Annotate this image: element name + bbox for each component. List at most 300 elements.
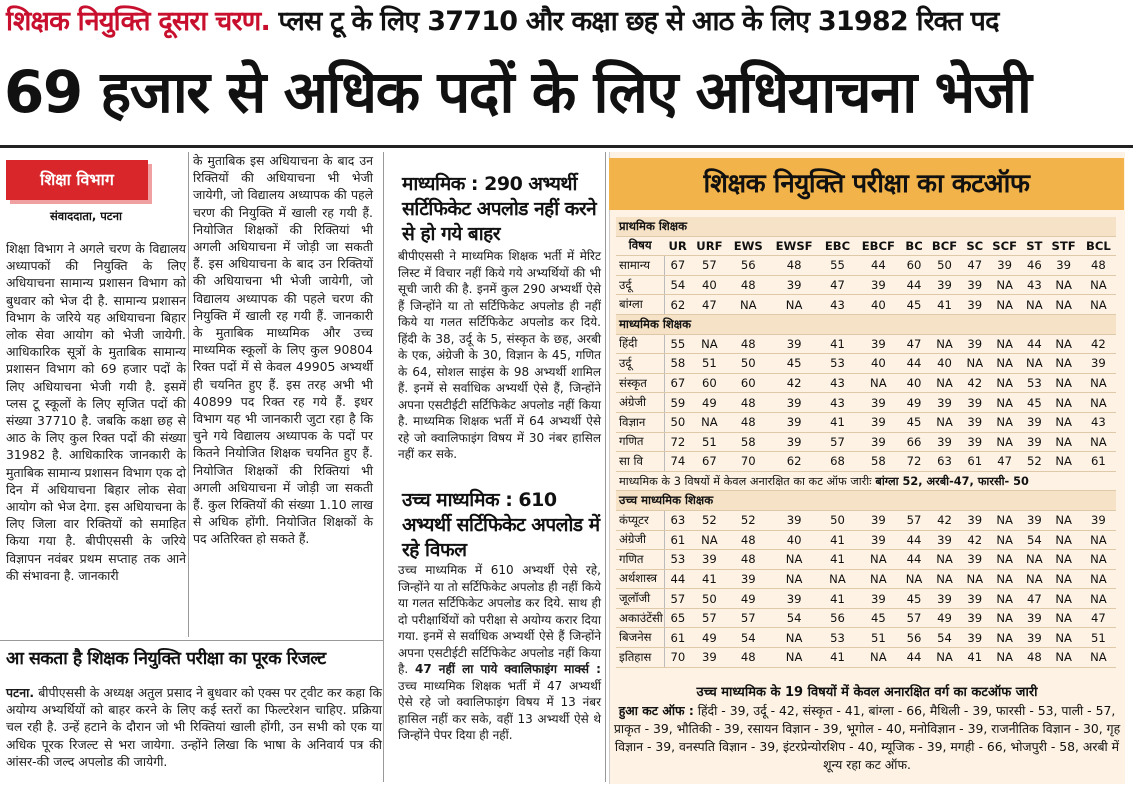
cutoff-cell: 39 (855, 393, 901, 413)
cutoff-cell: 65 (664, 608, 691, 628)
column-header: STF (1047, 236, 1081, 256)
cutoff-cell: 43 (820, 393, 856, 413)
cutoff-cell: 42 (962, 530, 987, 550)
cutoff-cell: 48 (728, 393, 769, 413)
cutoff-cell: 50 (820, 510, 856, 530)
cutoff-cell: 58 (664, 354, 691, 374)
cutoff-cell: 39 (962, 432, 987, 452)
table-row (616, 589, 1116, 609)
cutoff-cell: 48 (728, 334, 769, 354)
cutoff-cell: NA (820, 569, 856, 589)
cutoff-cell: 41 (820, 530, 856, 550)
cutoff-cell: NA (927, 334, 963, 354)
cutoff-cell: 45 (901, 295, 926, 315)
cutoff-cell: NA (1047, 510, 1081, 530)
column-header: URF (691, 236, 728, 256)
cutoff-cell: NA (728, 295, 769, 315)
subject-cell: उर्दू (616, 354, 664, 374)
cutoff-cell: 53 (664, 550, 691, 570)
cutoff-cell: NA (1081, 648, 1116, 668)
cutoff-cell: 60 (901, 256, 926, 276)
cutoff-cell: 41 (820, 648, 856, 668)
cutoff-cell: NA (1047, 295, 1081, 315)
cutoff-cell: 43 (820, 373, 856, 393)
cutoff-cell: 60 (728, 373, 769, 393)
cutoff-cell: 39 (855, 412, 901, 432)
cutoff-cell: NA (927, 550, 963, 570)
column-divider (188, 152, 189, 637)
cutoff-cell: NA (987, 393, 1022, 413)
cutoff-cell: 58 (855, 452, 901, 472)
cutoff-cell: 54 (927, 628, 963, 648)
cutoff-cell: 72 (901, 452, 926, 472)
table-row (616, 373, 1116, 393)
table-row (616, 550, 1116, 570)
kicker-red: शिक्षक नियुक्ति दूसरा चरण. (6, 6, 270, 37)
cutoff-cell: 39 (855, 275, 901, 295)
cutoff-cell: 39 (855, 589, 901, 609)
cutoff-cell: 41 (820, 334, 856, 354)
cutoff-cell: 53 (820, 354, 856, 374)
cutoff-cell: 39 (769, 510, 820, 530)
table-note (616, 471, 1116, 491)
cutoff-cell: 54 (1022, 530, 1046, 550)
cutoff-cell: NA (987, 354, 1022, 374)
cutoff-cell: 39 (769, 589, 820, 609)
cutoff-cell: 45 (1022, 393, 1046, 413)
cutoff-cell: NA (691, 412, 728, 432)
cutoff-cell: 40 (927, 354, 963, 374)
cutoff-cell: 41 (927, 295, 963, 315)
cutoff-cell: NA (987, 412, 1022, 432)
cutoff-cell: NA (1081, 275, 1116, 295)
cutoff-cell: 47 (987, 452, 1022, 472)
cutoff-cell: 44 (855, 256, 901, 276)
cutoff-cell: 40 (855, 354, 901, 374)
cutoff-cell: NA (1081, 530, 1116, 550)
cutoff-cell: 39 (691, 648, 728, 668)
subject-cell: जूलॉजी (616, 589, 664, 609)
cutoff-footer-lead: हुआ कट ऑफ : (618, 703, 694, 718)
cutoff-cell: 39 (1022, 510, 1046, 530)
cutoff-cell: 48 (728, 275, 769, 295)
cutoff-cell: NA (1081, 295, 1116, 315)
cutoff-cell: NA (987, 373, 1022, 393)
cutoff-cell: 39 (855, 432, 901, 452)
table-row (616, 354, 1116, 374)
cutoff-cell: 57 (728, 608, 769, 628)
cutoff-cell: 47 (1022, 589, 1046, 609)
table-section-row (616, 314, 1116, 334)
cutoff-cell: 57 (691, 608, 728, 628)
table-row (616, 275, 1116, 295)
qualifying-marks-lead: 47 नहीं ला पाये क्वालिफाइंग मार्क्स : (414, 662, 601, 676)
cutoff-cell: NA (1047, 412, 1081, 432)
cutoff-cell: 43 (1022, 275, 1046, 295)
cutoff-cell: 39 (1022, 412, 1046, 432)
cutoff-cell: 55 (664, 334, 691, 354)
cutoff-cell: 47 (820, 275, 856, 295)
cutoff-cell: NA (769, 648, 820, 668)
cutoff-cell: 50 (691, 589, 728, 609)
cutoff-cell: 47 (962, 256, 987, 276)
cutoff-cell: 39 (691, 550, 728, 570)
cutoff-cell: 39 (1047, 256, 1081, 276)
column-divider (383, 152, 384, 782)
cutoff-cell: 53 (820, 628, 856, 648)
table-section-row (616, 491, 1116, 511)
note-prefix: माध्यमिक के 3 विषयों में केवल अनारक्षित का कट ऑफ जारीः (619, 474, 872, 488)
cutoff-cell: 49 (691, 393, 728, 413)
cutoff-cell: 48 (728, 648, 769, 668)
cutoff-cell: NA (1047, 628, 1081, 648)
header-divider (0, 145, 1133, 148)
column-header: ST (1022, 236, 1046, 256)
cutoff-cell: 44 (901, 275, 926, 295)
cutoff-cell: 49 (927, 608, 963, 628)
cutoff-cell: NA (1047, 275, 1081, 295)
subject-cell: सामान्य (616, 256, 664, 276)
cutoff-cell: NA (987, 589, 1022, 609)
cutoff-footer-title: उच्च माध्यमिक के 19 विषयों में केवल अनारक्षित वर्ग का कटऑफ जारी (696, 685, 1038, 700)
cutoff-cell: 49 (728, 589, 769, 609)
cutoff-cell: 62 (664, 295, 691, 315)
table-row (616, 295, 1116, 315)
hs-body: उच्च माध्यमिक में 610 अभ्यर्थी ऐसे रहे, जिन्होंने या तो सर्टिफिकेट अपलोड ही नहीं किये या गलत सर्टिफिकेट अपलोड कर दिये. साथ ही दो परीक्षार्थियों को परीक्षा से अयोग्य करार दिया गया. इनमें से सर्वाधिक अभ्यर्थी ऐसे हैं जिन्होंने अपना एसटीईटी सर्टिफिकेट अपलोड नहीं किया है. (398, 563, 601, 676)
subject-cell: कंप्यूटर (616, 510, 664, 530)
cutoff-cell: 57 (664, 589, 691, 609)
cutoff-cell: 58 (728, 432, 769, 452)
table-section-label: माध्यमिक शिक्षक (616, 314, 1116, 334)
cutoff-cell: NA (1047, 530, 1081, 550)
cutoff-cell: 46 (1022, 256, 1046, 276)
higher-secondary-headline: उच्च माध्यमिक : 610 अभ्यर्थी सर्टिफिकेट अपलोड में रहे विफल (402, 489, 600, 561)
kicker-black: प्लस टू के लिए 37710 और कक्षा छह से आठ के लिए 31982 रिक्त पद (269, 6, 999, 37)
column-header: UR (664, 236, 691, 256)
cutoff-cell: 55 (820, 256, 856, 276)
cutoff-cell: 39 (1081, 510, 1116, 530)
cutoff-cell: NA (769, 295, 820, 315)
subject-cell: इतिहास (616, 648, 664, 668)
cutoff-title: शिक्षक नियुक्ति परीक्षा का कटऑफ (609, 158, 1124, 210)
table-row (616, 648, 1116, 668)
cutoff-cell: 56 (820, 608, 856, 628)
column-header: विषय (616, 236, 664, 256)
table-header-row (616, 236, 1116, 256)
subject-cell: सा वि (616, 452, 664, 472)
cutoff-cell: 44 (1022, 334, 1046, 354)
subject-cell: अर्थशास्त्र (616, 569, 664, 589)
cutoff-cell: 67 (664, 256, 691, 276)
table-row (616, 432, 1116, 452)
cutoff-cell: 48 (769, 256, 820, 276)
cutoff-cell: 39 (855, 510, 901, 530)
cutoff-cell: NA (987, 550, 1022, 570)
table-section-label: उच्च माध्यमिक शिक्षक (616, 491, 1116, 511)
cutoff-cell: 50 (728, 354, 769, 374)
secondary-article-text: बीपीएससी ने माध्यमिक शिक्षक भर्ती में मेरिट लिस्ट में विचार नहीं किये गये अभ्यर्थियों की भी सूची जारी की है. इनमें कुल 290 अभ्यर्थी ऐसे हैं जिन्होंने या तो सर्टिफिकेट अपलोड ही नहीं किये या गलत सर्टिफिकेट अपलोड कर दिये. हिंदी के 38, उर्दू के 5, संस्कृत के छह, अरबी के एक, अंग्रेजी के 30, विज्ञान के 45, गणित के 64, सोशल साइंस के 98 अभ्यर्थी शामिल हैं. इनमें से सर्वाधिक अभ्यर्थी ऐसे हैं, जिन्होंने अपना एसटीईटी सर्टिफिकेट अपलोड नहीं किया है. माध्यमिक शिक्षक भर्ती में 64 अभ्यर्थी ऐसे रहे जो क्वालिफाइंग विषय में 30 नंबर हासिल नहीं कर सके. (398, 249, 601, 461)
cutoff-cell: 48 (728, 530, 769, 550)
cutoff-cell: 39 (927, 432, 963, 452)
cutoff-cell: NA (987, 275, 1022, 295)
cutoff-cell: NA (691, 334, 728, 354)
column-header: SCF (987, 236, 1022, 256)
cutoff-cell: 39 (927, 393, 963, 413)
higher-secondary-article-text (398, 562, 601, 744)
article-column-2: के मुताबिक इस अधियाचना के बाद उन रिक्तियों की अधियाचना भी भेजी जायेगी, जो विद्यालय अध्यापक की पहले चरण की नियुक्ति में खाली रह गयी हैं. नियोजित शिक्षकों की रिक्तियां भी अगली अधियाचना में जोड़ी जा सकती हैं. इस अधियाचना के बाद उन रिक्तियों की अधियाचना भी भेजी जायेगी, जो विद्यालय अध्यापक की पहले चरण की नियुक्ति में खाली रह गयी हैं. जानकारी के मुताबिक माध्यमिक और उच्च माध्यमिक स्कूलों के लिए कुल 90804 रिक्त पदों में से केवल 49905 अभ्यर्थी ही चयनित हुए हैं. इस तरह अभी भी 40899 पद रिक्त रह गये हैं. इधर विभाग यह भी जानकारी जुटा रहा है कि चुने गये विद्यालय अध्यापक के पदों पर कितने नियोजित शिक्षक चयनित हुए हैं. नियोजित शिक्षकों की रिक्तियां भी अगली अधियाचना में जोड़ी जा सकती हैं. कुल रिक्तियों की संख्या 1.10 लाख से अधिक होंगी. नियोजित शिक्षकों के पद अतिरिक्त हो सकते हैं. (193, 153, 373, 547)
cutoff-cell: 53 (1022, 373, 1046, 393)
cutoff-cell: 39 (962, 589, 987, 609)
cutoff-cell: 41 (820, 550, 856, 570)
cutoff-cell: 70 (728, 452, 769, 472)
subject-cell: अकाउंटेंसी (616, 608, 664, 628)
cutoff-cell: NA (927, 648, 963, 668)
column-divider (605, 152, 606, 782)
cutoff-cell: NA (927, 569, 963, 589)
cutoff-cell: 57 (691, 256, 728, 276)
cutoff-cell: NA (1047, 452, 1081, 472)
table-row (616, 530, 1116, 550)
cutoff-cell: 42 (1081, 334, 1116, 354)
cutoff-cell: NA (1022, 569, 1046, 589)
cutoff-cell: 52 (691, 510, 728, 530)
cutoff-cell: 39 (1022, 432, 1046, 452)
cutoff-cell: NA (855, 373, 901, 393)
subject-cell: विज्ञान (616, 412, 664, 432)
cutoff-cell: NA (769, 569, 820, 589)
cutoff-cell: 39 (769, 393, 820, 413)
cutoff-cell: 39 (769, 412, 820, 432)
cutoff-cell: NA (855, 569, 901, 589)
column-header: BCF (927, 236, 963, 256)
cutoff-cell: 39 (927, 530, 963, 550)
subject-cell: संस्कृत (616, 373, 664, 393)
cutoff-cell: 39 (769, 334, 820, 354)
table-row (616, 452, 1116, 472)
cutoff-cell: 39 (962, 608, 987, 628)
cutoff-cell: NA (987, 334, 1022, 354)
cutoff-cell: 40 (769, 530, 820, 550)
cutoff-cell: NA (987, 432, 1022, 452)
cutoff-cell: 40 (691, 275, 728, 295)
cutoff-cell: NA (987, 628, 1022, 648)
cutoff-cell: 42 (927, 510, 963, 530)
cutoff-cell: 57 (901, 608, 926, 628)
section-badge: शिक्षा विभाग (6, 160, 148, 200)
cutoff-cell: NA (1047, 354, 1081, 374)
cutoff-cell: 50 (927, 256, 963, 276)
cutoff-cell: NA (987, 608, 1022, 628)
table-row (616, 510, 1116, 530)
column-header: SC (962, 236, 987, 256)
cutoff-cell: 74 (664, 452, 691, 472)
cutoff-cell: NA (927, 412, 963, 432)
cutoff-cell: NA (962, 569, 987, 589)
table-section-row (616, 217, 1116, 236)
cutoff-cell: 41 (820, 589, 856, 609)
supplementary-body: बीपीएससी के अध्यक्ष अतुल प्रसाद ने बुधवार को एक्स पर ट्वीट कर कहा कि अयोग्य अभ्यर्थियों को बाहर करने के लिए कई स्तरों का फिल्टरेशन चाहिए. प्रक्रिया चल रही है. उन्हें हटाने के दौरान जो भी रिक्तियां खाली होंगी, उन सभी को एक या अधिक पूरक रिजल्ट से भरा जायेगा. उन्होंने लिखा कि भाषा के अनिवार्य पत्र की आंसर-की जल्द अपलोड की जायेगी. (6, 685, 382, 769)
cutoff-cell: 63 (664, 510, 691, 530)
cutoff-cell: 44 (664, 569, 691, 589)
section-divider (0, 640, 383, 641)
article-column-1: शिक्षा विभाग ने अगले चरण के विद्यालय अध्यापकों की नियुक्ति के लिए अधियाचना सामान्य प्रशासन विभाग को बुधवार को भेज दी है. सामान्य प्रशासन विभाग के जरिये यह अधियाचना बिहार लोक सेवा आयोग को भेजी जायेगी. आधिकारिक सूत्रों के मुताबिक सामान्य प्रशासन विभाग को 69 हजार पदों के लिए अधियाचना भेजी गयी है. इसमें प्लस टू स्कूलों के लिए सृजित पदों की संख्या 37710 है. जबकि कक्षा छह से आठ के लिए कुल रिक्त पदों की संख्या 31982 है. आधिकारिक जानकारी के मुताबिक सामान्य प्रशासन विभाग एक दो दिन में अधियाचना बिहार लोक सेवा आयोग को भेज देगा. इस अधियाचना के लिए जिला वार रिक्तियों को समाहित किया गया है. बीपीएससी के जरिये विज्ञापन नवंबर प्रथम सप्ताह तक आने की संभावना है. जानकारी (6, 241, 186, 583)
cutoff-cell: 39 (1022, 608, 1046, 628)
cutoff-cell: 44 (901, 550, 926, 570)
cutoff-cell: 39 (962, 550, 987, 570)
cutoff-cell: NA (927, 373, 963, 393)
cutoff-cell: 49 (901, 393, 926, 413)
cutoff-cell: 39 (962, 412, 987, 432)
cutoff-cell: NA (1047, 589, 1081, 609)
subject-cell: अंग्रेजी (616, 530, 664, 550)
cutoff-cell: 50 (664, 412, 691, 432)
cutoff-cell: NA (987, 530, 1022, 550)
cutoff-cell: 52 (1022, 452, 1046, 472)
table-row (616, 569, 1116, 589)
headline: 69 हजार से अधिक पदों के लिए अधियाचना भेजी (4, 58, 1031, 126)
cutoff-cell: NA (769, 628, 820, 648)
column-header: EBC (820, 236, 856, 256)
cutoff-cell: 45 (901, 589, 926, 609)
cutoff-cell: 42 (769, 373, 820, 393)
cutoff-cell: 51 (855, 628, 901, 648)
cutoff-cell: 59 (664, 393, 691, 413)
table-row (616, 334, 1116, 354)
cutoff-cell: 63 (927, 452, 963, 472)
cutoff-cell: 39 (987, 256, 1022, 276)
cutoff-cell: 67 (664, 373, 691, 393)
cutoff-cell: 48 (728, 550, 769, 570)
cutoff-cell: 41 (820, 412, 856, 432)
subject-cell: हिंदी (616, 334, 664, 354)
cutoff-cell: 54 (769, 608, 820, 628)
supplementary-result-text (6, 684, 382, 770)
cutoff-cell: NA (1081, 393, 1116, 413)
cutoff-cell: 49 (691, 628, 728, 648)
cutoff-cell: 61 (664, 628, 691, 648)
cutoff-cell: 48 (1081, 256, 1116, 276)
cutoff-cell: NA (901, 569, 926, 589)
cutoff-cell: 44 (901, 648, 926, 668)
cutoff-cell: 60 (691, 373, 728, 393)
cutoff-cell: 39 (769, 432, 820, 452)
cutoff-footer (612, 684, 1122, 774)
subject-cell: बांग्ला (616, 295, 664, 315)
cutoff-cell: NA (1022, 295, 1046, 315)
cutoff-cell: 45 (769, 354, 820, 374)
cutoff-cell: 45 (855, 608, 901, 628)
cutoff-cell: NA (1047, 550, 1081, 570)
cutoff-cell: 47 (691, 295, 728, 315)
cutoff-cell: NA (1047, 373, 1081, 393)
subject-cell: गणित (616, 432, 664, 452)
cutoff-cell: NA (1081, 589, 1116, 609)
cutoff-cell: 51 (691, 354, 728, 374)
cutoff-cell: 47 (1081, 608, 1116, 628)
cutoff-cell: 39 (1081, 354, 1116, 374)
cutoff-cell: 39 (962, 295, 987, 315)
table-row (616, 628, 1116, 648)
cutoff-cell: 40 (855, 295, 901, 315)
cutoff-cell: 72 (664, 432, 691, 452)
cutoff-cell: NA (1081, 432, 1116, 452)
cutoff-cell: 51 (1081, 628, 1116, 648)
cutoff-cell: 39 (728, 569, 769, 589)
subject-cell: अंग्रेजी (616, 393, 664, 413)
cutoff-cell: 54 (728, 628, 769, 648)
cutoff-cell: 70 (664, 648, 691, 668)
cutoff-cell: 39 (769, 275, 820, 295)
cutoff-cell: 41 (962, 648, 987, 668)
cutoff-footer-text: हिंदी - 39, उर्दू - 42, संस्कृत - 41, बांग्ला - 66, मैथिली - 39, फारसी - 53, पाली - 57, प्राकृत - 39, भौतिकी - 39, रसायन विज्ञान - 39, भूगोल - 40, मनोविज्ञान - 39, राजनीतिक विज्ञान - 30, गृह विज्ञान - 39, वनस्पति विज्ञान - 39, इंटरप्रेन्योरशिप - 40, म्यूजिक - 39, मगही - 66, भोजपुरी - 58, अरबी में शून्य रहा कट ऑफ. (613, 703, 1121, 772)
cutoff-cell: 61 (1081, 452, 1116, 472)
table-row (616, 412, 1116, 432)
column-header: EBCF (855, 236, 901, 256)
secondary-headline: माध्यमिक : 290 अभ्यर्थी सर्टिफिकेट अपलोड नहीं करने से हो गये बाहर (402, 173, 597, 245)
cutoff-cell: 39 (927, 589, 963, 609)
cutoff-cell: NA (855, 550, 901, 570)
table-row (616, 608, 1116, 628)
column-header: BCL (1081, 236, 1116, 256)
cutoff-cell: 54 (664, 275, 691, 295)
cutoff-cell: NA (1047, 334, 1081, 354)
cutoff-cell: 56 (901, 628, 926, 648)
cutoff-cell: NA (987, 510, 1022, 530)
cutoff-cell: 57 (820, 432, 856, 452)
cutoff-cell: 45 (901, 412, 926, 432)
cutoff-cell: NA (1081, 550, 1116, 570)
cutoff-cell: NA (769, 550, 820, 570)
cutoff-cell: 39 (855, 530, 901, 550)
cutoff-cell: 42 (962, 373, 987, 393)
subject-cell: बिजनेस (616, 628, 664, 648)
cutoff-cell: 44 (901, 530, 926, 550)
cutoff-cell: NA (987, 569, 1022, 589)
table-note-row (616, 471, 1116, 491)
cutoff-cell: 51 (691, 432, 728, 452)
subject-cell: गणित (616, 550, 664, 570)
cutoff-cell: 66 (901, 432, 926, 452)
dateline: पटना. (6, 685, 35, 700)
cutoff-cell: 39 (927, 275, 963, 295)
cutoff-cell: 39 (855, 334, 901, 354)
cutoff-table (616, 217, 1116, 668)
cutoff-cell: NA (1047, 648, 1081, 668)
note-values: बांग्ला 52, अरबी-47, फारसी- 50 (871, 474, 1029, 488)
subject-cell: उर्दू (616, 275, 664, 295)
cutoff-cell: 56 (728, 256, 769, 276)
cutoff-cell: 39 (1022, 628, 1046, 648)
cutoff-cell: NA (691, 530, 728, 550)
cutoff-cell: NA (987, 295, 1022, 315)
cutoff-cell: 39 (962, 510, 987, 530)
cutoff-cell: 57 (901, 510, 926, 530)
cutoff-cell: NA (1022, 550, 1046, 570)
cutoff-cell: 52 (728, 510, 769, 530)
cutoff-cell: 48 (728, 412, 769, 432)
cutoff-cell: 43 (820, 295, 856, 315)
cutoff-cell: NA (855, 648, 901, 668)
cutoff-cell: 40 (901, 373, 926, 393)
column-header: EWS (728, 236, 769, 256)
cutoff-cell: NA (962, 354, 987, 374)
cutoff-cell: 39 (962, 628, 987, 648)
cutoff-cell: NA (1047, 393, 1081, 413)
cutoff-cell: 41 (691, 569, 728, 589)
table-row (616, 256, 1116, 276)
cutoff-cell: 47 (901, 334, 926, 354)
table-section-label: प्राथमिक शिक्षक (616, 217, 1116, 236)
